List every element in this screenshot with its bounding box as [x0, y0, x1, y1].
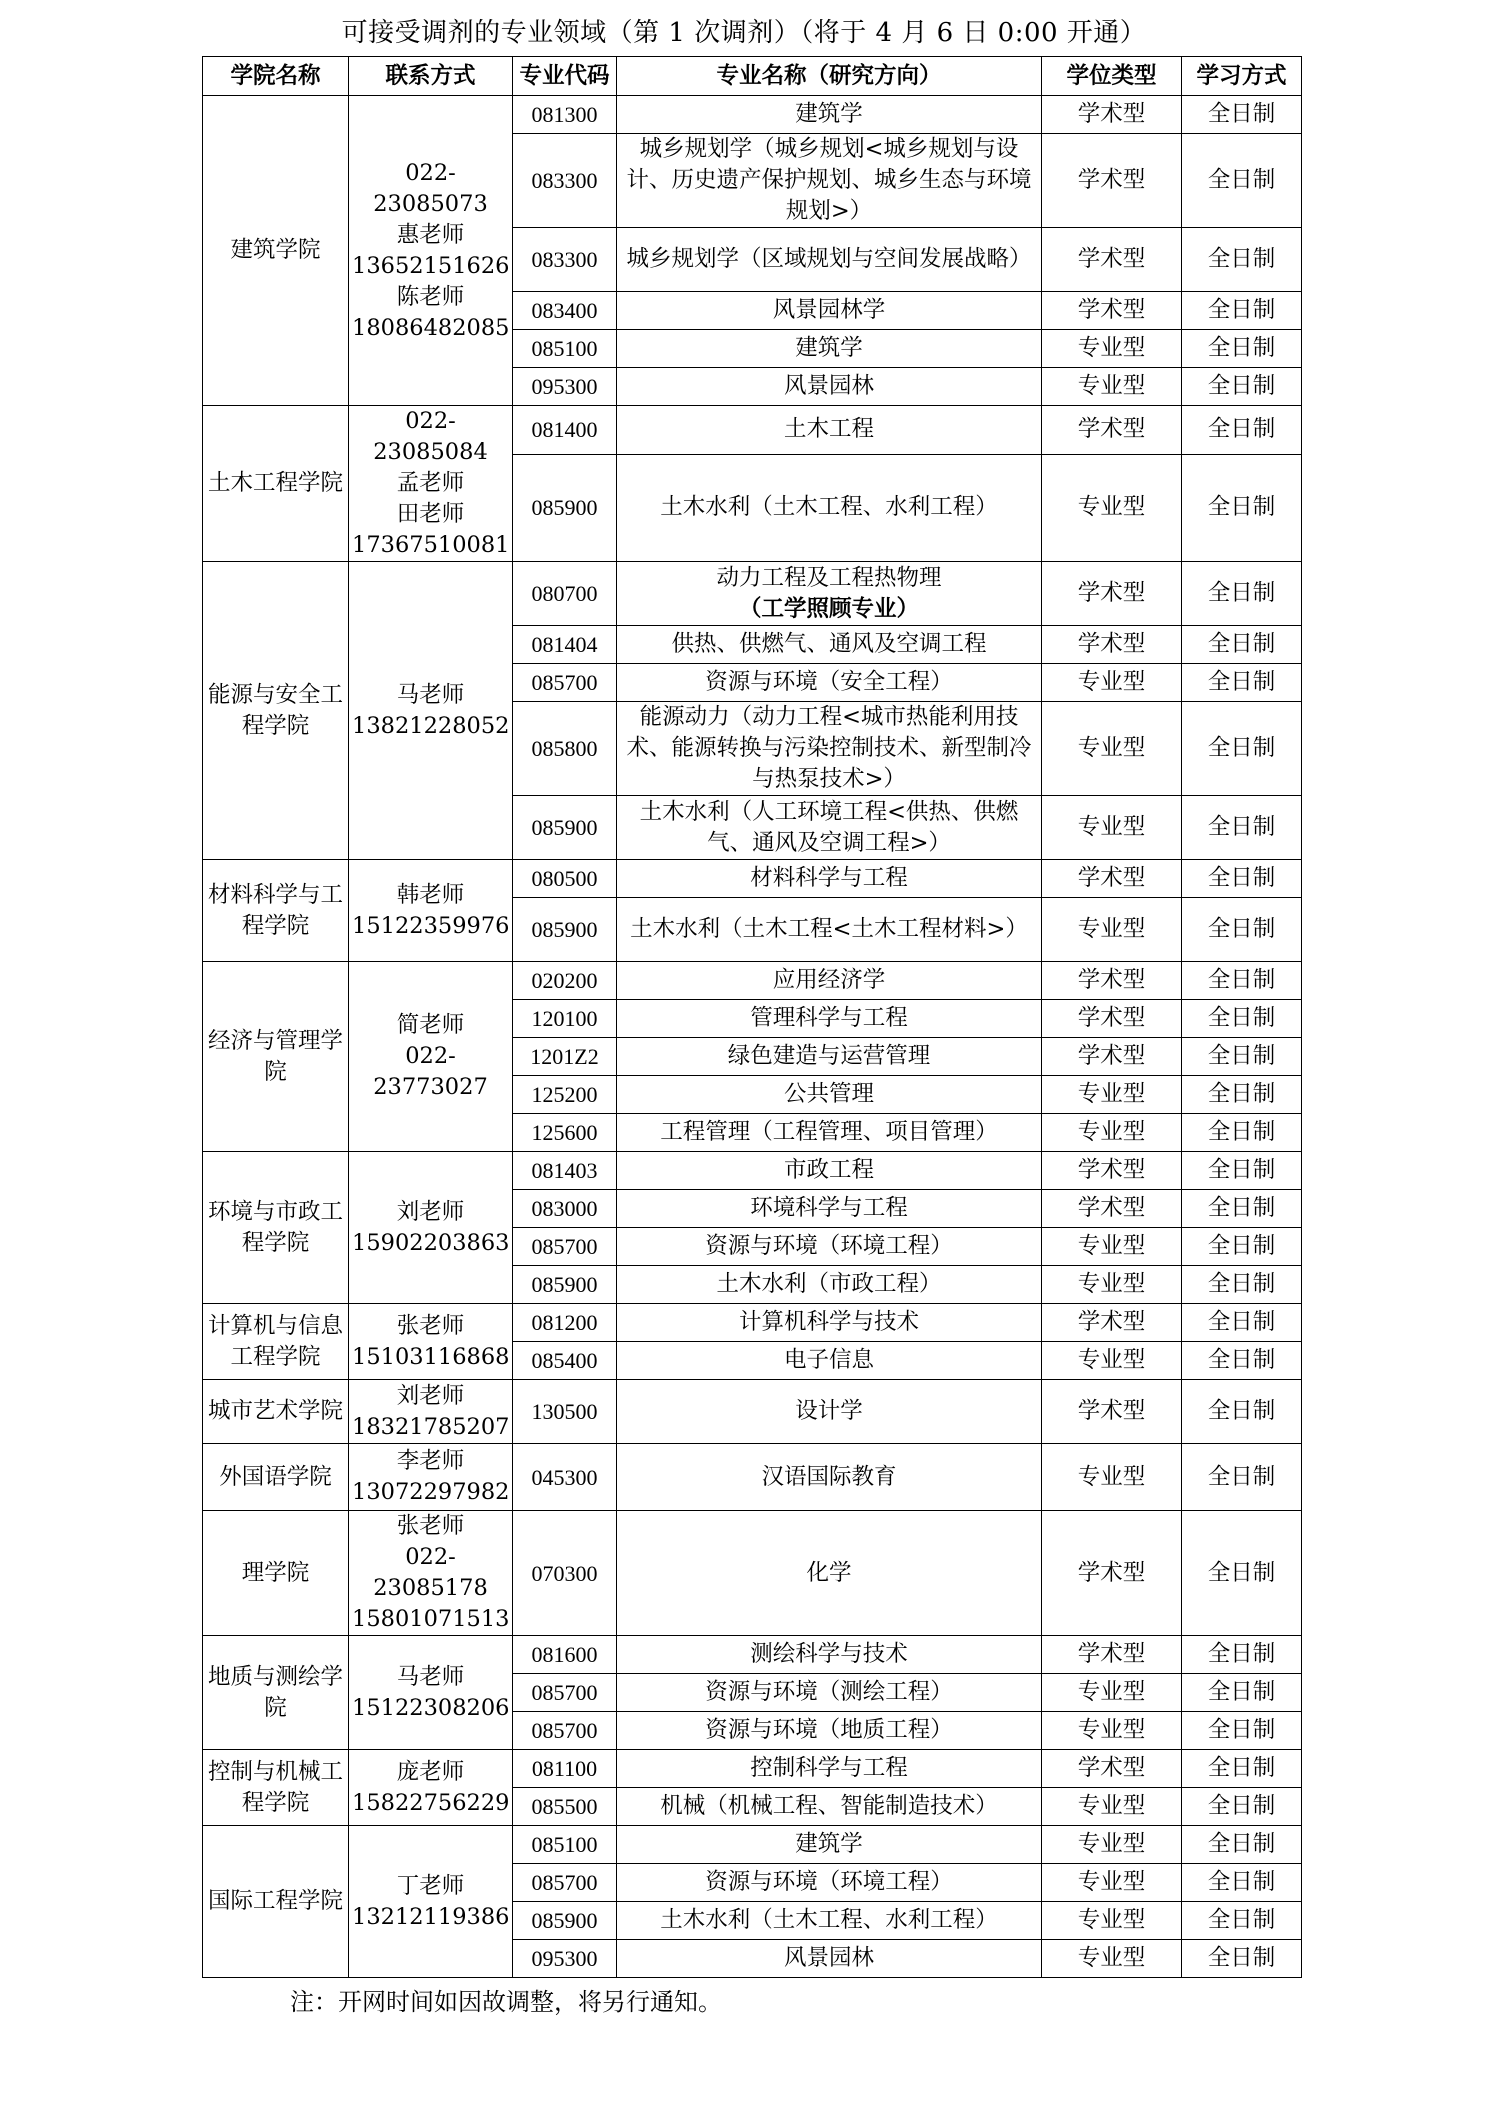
program-name — [617, 1864, 1042, 1902]
program-code: 130500 — [513, 1380, 617, 1444]
program-name — [617, 1380, 1042, 1444]
program-name — [617, 1788, 1042, 1826]
contact-line: 15122359976 — [352, 912, 510, 939]
program-name-text: 风景园林 — [783, 373, 874, 399]
college-name: 理学院 — [203, 1511, 349, 1636]
program-name-text: 城乡规划学（城乡规划<城乡规划与设计、历史遗产保护规划、城乡生态与环境规划>） — [626, 136, 1032, 224]
program-name-text: 土木水利（市政工程） — [716, 1271, 942, 1297]
program-name-text: 风景园林 — [783, 1945, 874, 1971]
program-code: 081200 — [513, 1304, 617, 1342]
study-mode: 全日制 — [1182, 406, 1302, 455]
contact-line: 刘老师 — [396, 1382, 465, 1409]
program-code: 085500 — [513, 1788, 617, 1826]
study-mode: 全日制 — [1182, 860, 1302, 898]
study-mode: 全日制 — [1182, 1190, 1302, 1228]
degree-type: 专业型 — [1042, 1342, 1182, 1380]
program-name-text: 机械（机械工程、智能制造技术） — [660, 1793, 998, 1819]
degree-type: 专业型 — [1042, 1266, 1182, 1304]
degree-type: 专业型 — [1042, 1712, 1182, 1750]
program-name — [617, 1902, 1042, 1940]
college-name: 控制与机械工程学院 — [203, 1750, 349, 1826]
program-name-text: 市政工程 — [783, 1157, 874, 1183]
program-name — [617, 626, 1042, 664]
degree-type: 学术型 — [1042, 1190, 1182, 1228]
degree-type: 学术型 — [1042, 1380, 1182, 1444]
table-row — [203, 1826, 1302, 1864]
program-code: 070300 — [513, 1511, 617, 1636]
contact-line: 刘老师 — [396, 1198, 465, 1225]
study-mode: 全日制 — [1182, 1636, 1302, 1674]
header-code: 专业代码 — [513, 57, 617, 96]
degree-type: 专业型 — [1042, 1864, 1182, 1902]
program-name — [617, 1000, 1042, 1038]
study-mode: 全日制 — [1182, 664, 1302, 702]
program-name — [617, 962, 1042, 1000]
header-college: 学院名称 — [203, 57, 349, 96]
degree-type: 学术型 — [1042, 406, 1182, 455]
degree-type: 专业型 — [1042, 1826, 1182, 1864]
study-mode: 全日制 — [1182, 1342, 1302, 1380]
program-name — [617, 1444, 1042, 1511]
degree-type: 专业型 — [1042, 330, 1182, 368]
program-name — [617, 134, 1042, 228]
program-name — [617, 1750, 1042, 1788]
program-name — [617, 1826, 1042, 1864]
program-name — [617, 1190, 1042, 1228]
study-mode: 全日制 — [1182, 96, 1302, 134]
program-name-text: 公共管理 — [783, 1081, 874, 1107]
program-name-text: 管理科学与工程 — [750, 1005, 908, 1031]
table-row — [203, 96, 1302, 134]
college-name: 材料科学与工程学院 — [203, 860, 349, 962]
page-title: 可接受调剂的专业领域（第 1 次调剂）（将于 4 月 6 日 0:00 开通） — [341, 18, 1147, 48]
study-mode: 全日制 — [1182, 562, 1302, 626]
table-row — [203, 1444, 1302, 1511]
contact-line: 马老师 — [396, 1663, 465, 1690]
contact-line: 简老师 — [396, 1012, 465, 1038]
degree-type: 专业型 — [1042, 1940, 1182, 1978]
program-code: 083000 — [513, 1190, 617, 1228]
college-contact — [349, 1304, 513, 1380]
degree-type: 学术型 — [1042, 1636, 1182, 1674]
contact-line: 田老师 — [396, 501, 465, 527]
college-contact — [349, 1511, 513, 1636]
contact-line: 惠老师 — [396, 221, 465, 248]
program-code: 083400 — [513, 292, 617, 330]
program-code: 020200 — [513, 962, 617, 1000]
degree-type: 专业型 — [1042, 1788, 1182, 1826]
program-name — [617, 702, 1042, 796]
study-mode: 全日制 — [1182, 1902, 1302, 1940]
program-name — [617, 796, 1042, 860]
study-mode: 全日制 — [1182, 1788, 1302, 1826]
program-code: 081600 — [513, 1636, 617, 1674]
college-contact — [349, 1380, 513, 1444]
program-code: 083300 — [513, 134, 617, 228]
college-contact — [349, 1750, 513, 1826]
header-program: 专业名称（研究方向） — [617, 57, 1042, 96]
program-name-text: 控制科学与工程 — [750, 1755, 908, 1781]
degree-type: 专业型 — [1042, 1228, 1182, 1266]
study-mode: 全日制 — [1182, 898, 1302, 962]
degree-type: 学术型 — [1042, 292, 1182, 330]
contact-line: 13212119386 — [352, 1903, 510, 1930]
program-name-text: 工程管理（工程管理、项目管理） — [660, 1119, 998, 1145]
program-name-text: 资源与环境（环境工程） — [705, 1869, 953, 1895]
program-code: 081404 — [513, 626, 617, 664]
study-mode: 全日制 — [1182, 1000, 1302, 1038]
program-name — [617, 1114, 1042, 1152]
degree-type: 专业型 — [1042, 796, 1182, 860]
contact-line: 张老师 — [396, 1513, 465, 1539]
program-code: 095300 — [513, 1940, 617, 1978]
study-mode: 全日制 — [1182, 1444, 1302, 1511]
college-name: 环境与市政工程学院 — [203, 1152, 349, 1304]
program-name-text: 资源与环境（安全工程） — [705, 669, 953, 695]
program-name — [617, 454, 1042, 561]
program-name-text: 能源动力（动力工程<城市热能利用技术、能源转换与污染控制技术、新型制冷与热泵技术>） — [626, 704, 1032, 792]
college-name: 地质与测绘学院 — [203, 1636, 349, 1750]
program-name-text: 土木水利（人工环境工程<供热、供燃气、通风及空调工程>） — [639, 798, 1019, 856]
contact-line: 陈老师 — [396, 283, 465, 310]
study-mode: 全日制 — [1182, 454, 1302, 561]
program-name-text: 设计学 — [795, 1398, 863, 1424]
program-name — [617, 664, 1042, 702]
program-code: 085900 — [513, 1266, 617, 1304]
program-name-text: 土木水利（土木工程、水利工程） — [660, 494, 998, 521]
program-name — [617, 292, 1042, 330]
program-name-note: （工学照顾专业） — [738, 595, 919, 622]
program-name — [617, 1511, 1042, 1636]
degree-type: 专业型 — [1042, 454, 1182, 561]
program-name-text: 测绘科学与技术 — [750, 1641, 908, 1667]
study-mode: 全日制 — [1182, 796, 1302, 860]
table-row — [203, 1511, 1302, 1636]
degree-type: 学术型 — [1042, 1000, 1182, 1038]
contact-line: 022-23085178 — [373, 1544, 488, 1601]
program-code: 085700 — [513, 664, 617, 702]
study-mode: 全日制 — [1182, 330, 1302, 368]
degree-type: 学术型 — [1042, 562, 1182, 626]
study-mode: 全日制 — [1182, 1750, 1302, 1788]
program-name — [617, 1076, 1042, 1114]
study-mode: 全日制 — [1182, 1114, 1302, 1152]
program-code: 045300 — [513, 1444, 617, 1511]
table-row — [203, 860, 1302, 898]
program-code: 1201Z2 — [513, 1038, 617, 1076]
contact-line: 丁老师 — [396, 1872, 465, 1899]
degree-type: 学术型 — [1042, 1304, 1182, 1342]
program-name — [617, 1152, 1042, 1190]
degree-type: 专业型 — [1042, 1674, 1182, 1712]
study-mode: 全日制 — [1182, 626, 1302, 664]
contact-line: 15122308206 — [352, 1694, 510, 1721]
college-name: 能源与安全工程学院 — [203, 562, 349, 860]
table-row — [203, 1304, 1302, 1342]
study-mode: 全日制 — [1182, 1228, 1302, 1266]
degree-type: 专业型 — [1042, 702, 1182, 796]
program-name — [617, 406, 1042, 455]
program-code: 085900 — [513, 898, 617, 962]
program-code: 085400 — [513, 1342, 617, 1380]
program-name-text: 供热、供燃气、通风及空调工程 — [671, 631, 987, 657]
contact-line: 李老师 — [396, 1448, 465, 1474]
contact-line: 15103116868 — [352, 1343, 510, 1370]
study-mode: 全日制 — [1182, 1038, 1302, 1076]
study-mode: 全日制 — [1182, 1266, 1302, 1304]
program-name-text: 计算机科学与技术 — [738, 1309, 919, 1335]
degree-type: 专业型 — [1042, 1076, 1182, 1114]
study-mode: 全日制 — [1182, 1674, 1302, 1712]
program-code: 085700 — [513, 1864, 617, 1902]
program-code: 085100 — [513, 1826, 617, 1864]
degree-type: 专业型 — [1042, 1444, 1182, 1511]
program-code: 080500 — [513, 860, 617, 898]
college-contact — [349, 406, 513, 562]
degree-type: 专业型 — [1042, 1902, 1182, 1940]
program-code: 125600 — [513, 1114, 617, 1152]
header-contact: 联系方式 — [349, 57, 513, 96]
degree-type: 学术型 — [1042, 626, 1182, 664]
study-mode: 全日制 — [1182, 1864, 1302, 1902]
table-row — [203, 1636, 1302, 1674]
degree-type: 学术型 — [1042, 962, 1182, 1000]
program-name-text: 资源与环境（测绘工程） — [705, 1679, 953, 1705]
program-name — [617, 1636, 1042, 1674]
program-code: 085800 — [513, 702, 617, 796]
program-name — [617, 96, 1042, 134]
study-mode: 全日制 — [1182, 292, 1302, 330]
college-contact — [349, 562, 513, 860]
program-code: 081300 — [513, 96, 617, 134]
table-row — [203, 1152, 1302, 1190]
program-code: 080700 — [513, 562, 617, 626]
contact-line: 韩老师 — [396, 881, 465, 908]
program-name — [617, 368, 1042, 406]
program-name — [617, 898, 1042, 962]
study-mode: 全日制 — [1182, 1511, 1302, 1636]
program-code: 081100 — [513, 1750, 617, 1788]
study-mode: 全日制 — [1182, 1712, 1302, 1750]
college-contact — [349, 1826, 513, 1978]
degree-type: 专业型 — [1042, 368, 1182, 406]
table-header-row — [203, 57, 1302, 96]
program-name-text: 土木工程 — [783, 416, 874, 443]
college-contact — [349, 96, 513, 406]
program-name-text: 资源与环境（地质工程） — [705, 1717, 953, 1743]
college-name: 国际工程学院 — [203, 1826, 349, 1978]
study-mode: 全日制 — [1182, 962, 1302, 1000]
degree-type: 学术型 — [1042, 1511, 1182, 1636]
program-name-text: 绿色建造与运营管理 — [727, 1043, 931, 1069]
program-code: 125200 — [513, 1076, 617, 1114]
contact-line: 022-23773027 — [373, 1043, 488, 1100]
program-name-text: 环境科学与工程 — [750, 1195, 908, 1221]
program-code: 120100 — [513, 1000, 617, 1038]
program-name — [617, 1228, 1042, 1266]
program-code: 083300 — [513, 228, 617, 292]
program-name — [617, 1940, 1042, 1978]
adjustment-table — [202, 56, 1302, 1978]
contact-line: 18086482085 — [352, 314, 510, 341]
program-name — [617, 1674, 1042, 1712]
contact-line: 张老师 — [396, 1312, 465, 1339]
college-contact — [349, 860, 513, 962]
college-name: 外国语学院 — [203, 1444, 349, 1511]
program-name — [617, 1266, 1042, 1304]
program-name-text: 风景园林学 — [772, 297, 886, 323]
contact-line: 15801071513 — [352, 1606, 510, 1632]
program-code: 081403 — [513, 1152, 617, 1190]
study-mode: 全日制 — [1182, 1380, 1302, 1444]
contact-line: 022-23085084 — [373, 408, 488, 465]
program-name — [617, 228, 1042, 292]
program-name-text: 建筑学 — [795, 1831, 863, 1857]
program-name-text: 土木水利（土木工程、水利工程） — [660, 1907, 998, 1933]
degree-type: 学术型 — [1042, 1152, 1182, 1190]
degree-type: 专业型 — [1042, 1114, 1182, 1152]
study-mode: 全日制 — [1182, 702, 1302, 796]
program-code: 085700 — [513, 1712, 617, 1750]
study-mode: 全日制 — [1182, 1940, 1302, 1978]
program-code: 085900 — [513, 796, 617, 860]
degree-type: 专业型 — [1042, 664, 1182, 702]
table-row — [203, 1750, 1302, 1788]
contact-line: 17367510081 — [352, 532, 510, 558]
program-name — [617, 562, 1042, 626]
degree-type: 学术型 — [1042, 1038, 1182, 1076]
header-mode: 学习方式 — [1182, 57, 1302, 96]
program-name-text: 动力工程及工程热物理 — [716, 564, 942, 591]
program-name-text: 资源与环境（环境工程） — [705, 1233, 953, 1259]
program-name — [617, 860, 1042, 898]
table-row — [203, 962, 1302, 1000]
college-contact — [349, 1444, 513, 1511]
program-name-text: 化学 — [806, 1559, 852, 1586]
college-name: 土木工程学院 — [203, 406, 349, 562]
study-mode: 全日制 — [1182, 1304, 1302, 1342]
program-name-text: 城乡规划学（区域规划与空间发展战略） — [626, 246, 1032, 272]
college-name: 建筑学院 — [203, 96, 349, 406]
footer-note: 注：开网时间如因故调整，将另行通知。 — [290, 1988, 722, 2016]
program-name-text: 应用经济学 — [772, 967, 886, 993]
college-contact — [349, 1152, 513, 1304]
degree-type: 学术型 — [1042, 134, 1182, 228]
contact-line: 18321785207 — [352, 1413, 510, 1440]
program-code: 085700 — [513, 1674, 617, 1712]
program-name — [617, 1712, 1042, 1750]
contact-line: 13821228052 — [352, 712, 510, 739]
contact-line: 15822756229 — [352, 1789, 510, 1816]
program-name — [617, 1342, 1042, 1380]
program-name-text: 电子信息 — [783, 1347, 874, 1373]
college-name: 计算机与信息工程学院 — [203, 1304, 349, 1380]
contact-line: 孟老师 — [396, 470, 465, 496]
table-body — [203, 96, 1302, 1978]
study-mode: 全日制 — [1182, 1826, 1302, 1864]
study-mode: 全日制 — [1182, 134, 1302, 228]
program-code: 085100 — [513, 330, 617, 368]
program-code: 085900 — [513, 1902, 617, 1940]
degree-type: 学术型 — [1042, 1750, 1182, 1788]
study-mode: 全日制 — [1182, 1152, 1302, 1190]
table-row — [203, 562, 1302, 626]
header-degree: 学位类型 — [1042, 57, 1182, 96]
study-mode: 全日制 — [1182, 1076, 1302, 1114]
contact-line: 022-23085073 — [373, 159, 488, 217]
program-name-text: 建筑学 — [795, 101, 863, 127]
program-name — [617, 1038, 1042, 1076]
degree-type: 专业型 — [1042, 898, 1182, 962]
college-contact — [349, 962, 513, 1152]
program-code: 095300 — [513, 368, 617, 406]
degree-type: 学术型 — [1042, 96, 1182, 134]
table-row — [203, 1380, 1302, 1444]
degree-type: 学术型 — [1042, 228, 1182, 292]
college-name: 经济与管理学院 — [203, 962, 349, 1152]
program-code: 085700 — [513, 1228, 617, 1266]
college-contact — [349, 1636, 513, 1750]
contact-line: 13652151626 — [352, 252, 510, 279]
program-code: 085900 — [513, 454, 617, 561]
contact-line: 马老师 — [396, 681, 465, 708]
contact-line: 13072297982 — [352, 1479, 510, 1505]
study-mode: 全日制 — [1182, 368, 1302, 406]
program-name-text: 土木水利（土木工程<土木工程材料>） — [630, 916, 1028, 942]
program-code: 081400 — [513, 406, 617, 455]
contact-line: 庞老师 — [396, 1758, 465, 1785]
program-name-text: 建筑学 — [795, 335, 863, 361]
study-mode: 全日制 — [1182, 228, 1302, 292]
program-name-text: 材料科学与工程 — [750, 865, 908, 891]
college-name: 城市艺术学院 — [203, 1380, 349, 1444]
program-name-text: 汉语国际教育 — [761, 1463, 897, 1490]
program-name — [617, 330, 1042, 368]
program-name — [617, 1304, 1042, 1342]
contact-line: 15902203863 — [352, 1229, 510, 1256]
table-row — [203, 406, 1302, 455]
degree-type: 学术型 — [1042, 860, 1182, 898]
